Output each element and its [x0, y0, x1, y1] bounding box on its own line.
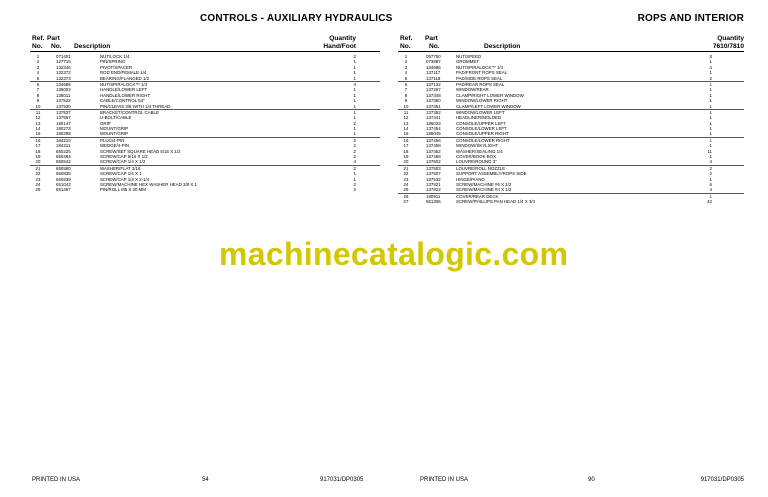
ref-cell: 20 — [403, 159, 409, 165]
description-cell: WINDOW/REAR — [456, 87, 489, 93]
quantity-cell: 1 — [709, 120, 712, 126]
part-number-cell: 137267 — [426, 87, 441, 93]
header-ref-no: No. — [400, 42, 411, 50]
part-number-cell: 180273 — [56, 126, 71, 132]
part-number-cell: 137454 — [426, 126, 441, 132]
quantity-cell: 1 — [353, 98, 356, 104]
quantity-cell: 1 — [709, 87, 712, 93]
part-number-cell: 057750 — [426, 54, 441, 59]
description-cell: CONSOLE/UPPER LEFT — [456, 120, 506, 126]
part-number-cell: 134686 — [56, 81, 71, 87]
description-cell: SCREW/MACHINE HEX WASHER HEAD 3/8 X 1 — [100, 181, 197, 187]
part-number-cell: 186045 — [426, 131, 441, 137]
description-cell: SCREW/CAP 1/4 X 2-1/4 — [100, 176, 150, 182]
parts-table — [398, 54, 744, 205]
header-divider — [30, 51, 380, 52]
ref-cell: 13 — [403, 120, 409, 126]
part-number-cell: 137132 — [426, 81, 441, 87]
ref-cell: 4 — [404, 70, 408, 76]
part-number-cell: 137822 — [426, 187, 441, 193]
ref-cell: 25 — [35, 187, 41, 193]
quantity-cell: 6 — [709, 181, 712, 187]
description-cell: PAD/SIDE ROPS SEAL — [456, 75, 503, 81]
quantity-cell: 2 — [353, 154, 356, 160]
part-number-cell: 137456 — [426, 137, 441, 143]
part-number-cell: 137348 — [426, 92, 441, 98]
description-cell: BRACKET/CONTROL CABLE — [100, 109, 159, 115]
description-cell: SCREW/CAP 5/16 X 1/2 — [100, 154, 148, 160]
header-ref-no: No. — [32, 42, 43, 50]
description-cell: SCREW/MACHINE #6 X 1/2 — [456, 181, 512, 187]
footer-page-number: 54 — [202, 477, 209, 483]
part-number-cell: 137821 — [426, 181, 441, 187]
header-part-no: No. — [51, 42, 62, 50]
quantity-cell: 1 — [353, 87, 356, 93]
quantity-cell: 11 — [707, 148, 712, 154]
part-number-cell: 137532 — [426, 176, 441, 182]
ref-cell: 19 — [35, 154, 41, 160]
quantity-cell: 2 — [353, 54, 356, 59]
part-number-cell: 137557 — [56, 115, 71, 121]
part-number-cell: 650484 — [56, 154, 71, 160]
ref-cell: 13 — [35, 120, 41, 126]
footer-printed: PRINTED IN USA — [32, 477, 81, 483]
part-number-cell: 137441 — [426, 115, 441, 121]
quantity-cell: 1 — [709, 193, 712, 199]
quantity-cell: 1 — [353, 92, 356, 98]
part-number-cell: 137462 — [426, 148, 441, 154]
header-ref: Ref. — [400, 35, 413, 42]
ref-cell: 17 — [403, 143, 409, 149]
table-row — [398, 199, 744, 204]
ref-cell: 1 — [36, 54, 40, 59]
part-number-cell: 651042 — [56, 181, 71, 187]
quantity-cell: 1 — [709, 98, 712, 104]
description-cell: GRIP — [100, 120, 111, 126]
ref-cell: 23 — [403, 176, 409, 182]
ref-cell: 18 — [403, 148, 409, 154]
header-quantity-model: 7610/7810 — [712, 42, 744, 50]
ref-cell: 25 — [403, 187, 409, 193]
quantity-cell: 2 — [353, 143, 356, 149]
quantity-cell: 1 — [709, 92, 712, 98]
part-number-cell: 180147 — [56, 120, 71, 126]
part-number-cell: 180911 — [426, 193, 441, 199]
page-title: ROPS AND INTERIOR — [637, 13, 744, 24]
part-number-cell: 651306 — [426, 199, 441, 205]
quantity-cell: 1 — [353, 131, 356, 137]
ref-cell: 23 — [35, 176, 41, 182]
quantity-cell: 1 — [353, 59, 356, 65]
description-cell: BEARING/FLANGED 1/2 — [100, 75, 150, 81]
description-cell: NUT/SPIRALOCK™ 1/4 — [456, 64, 504, 70]
header-ref: Ref. — [32, 35, 45, 42]
part-number-cell: 650225 — [56, 148, 71, 154]
part-number-cell: 136011 — [56, 92, 71, 98]
description-cell: MOUNT/GRIP — [100, 131, 129, 137]
quantity-cell: 4 — [709, 64, 712, 70]
description-cell: CLAMP/RIGHT LOWER WINDOW — [456, 92, 524, 98]
ref-cell: 11 — [403, 109, 409, 115]
part-number-cell: 650542 — [56, 159, 71, 165]
ref-cell: 10 — [35, 103, 41, 109]
ref-cell: 1 — [404, 54, 408, 59]
quantity-cell: 1 — [353, 115, 356, 121]
ref-cell: 3 — [404, 64, 408, 70]
ref-cell: 21 — [35, 165, 41, 171]
part-number-cell: 137352 — [426, 109, 441, 115]
ref-cell: 22 — [403, 171, 409, 177]
description-cell: PLUG/4-PIN — [100, 137, 125, 143]
header-quantity-model: Hand/Foot — [323, 42, 356, 50]
watermark: machinecatalogic.com — [219, 236, 569, 272]
ref-cell: 14 — [403, 126, 409, 132]
description-cell: WINDOW/SKYLIGHT — [456, 143, 499, 149]
footer-doc-code: 917031/DP0305 — [700, 477, 744, 483]
quantity-cell: 1 — [353, 75, 356, 81]
part-number-cell: 137530 — [56, 103, 71, 109]
part-number-cell: 137458 — [426, 143, 441, 149]
ref-cell: 24 — [35, 181, 41, 187]
part-number-cell: 132373 — [56, 75, 71, 81]
quantity-cell: 2 — [353, 120, 356, 126]
quantity-cell: 1 — [353, 109, 356, 115]
quantity-cell: 8 — [709, 54, 712, 59]
ref-cell: 26 — [403, 193, 409, 199]
description-cell: PAD/REAR ROPS SEAL — [456, 81, 505, 87]
description-cell: HANDLE/LOWER RIGHT — [100, 92, 151, 98]
part-number-cell: 073887 — [426, 59, 441, 65]
quantity-cell: 1 — [709, 59, 712, 65]
quantity-cell: 1 — [353, 103, 356, 109]
quantity-cell: 1 — [709, 131, 712, 137]
ref-cell: 9 — [404, 98, 408, 104]
description-cell: PIN/SPRING — [100, 59, 126, 65]
part-number-cell: 136003 — [56, 87, 71, 93]
footer-page-number: 90 — [588, 477, 595, 483]
description-cell: PAD/FRONT ROPS SEAL — [456, 70, 508, 76]
part-number-cell: 137468 — [426, 154, 441, 160]
part-number-cell: 650839 — [56, 176, 71, 182]
description-cell: CLAMP/LEFT LOWER WINDOW — [456, 103, 521, 109]
description-cell: SCREW/CAP 1/4 X 1 — [100, 171, 142, 177]
ref-cell: 24 — [403, 181, 409, 187]
ref-cell: 18 — [35, 148, 41, 154]
quantity-cell: 4 — [353, 81, 356, 87]
part-number-cell: 650580 — [56, 165, 71, 171]
description-cell: WINDOW/LOWER RIGHT — [456, 98, 508, 104]
description-cell: GROMMET — [456, 59, 479, 65]
ref-cell: 8 — [36, 92, 40, 98]
part-number-cell: 127716 — [56, 59, 71, 65]
description-cell: SCREW/SET SQUARE HEAD 5/16 X 1/2 — [100, 148, 181, 154]
quantity-cell: 1 — [709, 143, 712, 149]
ref-cell: 11 — [35, 109, 41, 115]
description-cell: SCREW/MACHINE #4 X 1/2 — [456, 187, 512, 193]
part-number-cell: 651467 — [56, 187, 71, 193]
part-number-cell: 137507 — [426, 171, 441, 177]
quantity-cell: 2 — [353, 148, 356, 154]
ref-cell: 17 — [35, 143, 41, 149]
ref-cell: 2 — [36, 59, 40, 65]
quantity-cell: 1 — [353, 176, 356, 182]
quantity-cell: 4 — [709, 159, 712, 165]
description-cell: PIN/ROLL M5 X 30 MM — [100, 187, 146, 193]
quantity-cell: 2 — [353, 187, 356, 193]
description-cell: HANDLE/LOWER LEFT — [100, 87, 148, 93]
ref-cell: 15 — [35, 131, 41, 137]
header-divider — [398, 51, 744, 52]
quantity-cell: 2 — [709, 75, 712, 81]
quantity-cell: 1 — [353, 126, 356, 132]
description-cell: CONSOLE/LOWER RIGHT — [456, 137, 510, 143]
part-number-cell: 137503 — [426, 165, 441, 171]
page-title: CONTROLS - AUXILIARY HYDRAULICS — [200, 13, 393, 24]
description-cell: PIN/CLEVIS 3/8 WITH 1/4 THREAD — [100, 103, 171, 109]
ref-cell: 5 — [404, 75, 408, 81]
description-cell: WEDGE/4-PIN — [100, 143, 130, 149]
quantity-cell: 4 — [709, 187, 712, 193]
quantity-cell: 4 — [353, 159, 356, 165]
part-number-cell: 186033 — [426, 120, 441, 126]
quantity-cell: 2 — [353, 137, 356, 143]
part-number-cell: 180298 — [56, 131, 71, 137]
description-cell: HINGE/PIANO — [456, 176, 485, 182]
description-cell: SUPPORT ASSEMBLY/ROPS SIDE — [456, 171, 527, 177]
parts-table — [30, 54, 380, 193]
quantity-cell: 1 — [709, 109, 712, 115]
part-number-cell: 137522 — [56, 98, 71, 104]
ref-cell: 4 — [36, 70, 40, 76]
quantity-cell: 1 — [709, 176, 712, 182]
ref-cell: 20 — [35, 159, 41, 165]
footer-doc-code: 917031/DP0305 — [320, 477, 364, 483]
header-description: Description — [74, 42, 111, 50]
quantity-cell: 2 — [709, 165, 712, 171]
description-cell: LOUVRE/ROUND 3" — [456, 159, 497, 165]
quantity-cell: 1 — [709, 81, 712, 87]
quantity-cell: 1 — [709, 126, 712, 132]
ref-cell: 21 — [403, 165, 409, 171]
footer-printed: PRINTED IN USA — [420, 477, 469, 483]
quantity-cell: 1 — [709, 115, 712, 121]
part-number-cell: 137537 — [56, 109, 71, 115]
ref-cell: 15 — [403, 131, 409, 137]
description-cell: MOUNT/GRIP — [100, 126, 129, 132]
quantity-cell: 1 — [709, 154, 712, 160]
ref-cell: 16 — [35, 137, 41, 143]
description-cell: LOUVRE/ROLL NOZZLE — [456, 165, 506, 171]
quantity-cell: 1 — [353, 171, 356, 177]
header-quantity: Quantity — [717, 35, 744, 42]
description-cell: NUT/LOCK 1/4 — [100, 54, 130, 59]
part-number-cell: 137502 — [426, 159, 441, 165]
part-number-cell: 132346 — [56, 64, 71, 70]
description-cell: SCREW/CAP 1/4 X 1/2 — [100, 159, 146, 165]
quantity-cell: 1 — [709, 103, 712, 109]
ref-cell: 14 — [35, 126, 41, 132]
ref-cell: 16 — [403, 137, 409, 143]
header-part-no: No. — [429, 42, 440, 50]
part-number-cell: 137118 — [426, 75, 441, 81]
quantity-cell: 1 — [709, 70, 712, 76]
description-cell: WASHER/FLAT 3/16 — [100, 165, 141, 171]
description-cell: SCREW/PHILLIPS PAN HEAD 1/4 X 3/4 — [456, 199, 535, 205]
header-part: Part — [425, 35, 438, 42]
ref-cell: 6 — [404, 81, 408, 87]
table-row — [30, 187, 380, 192]
ref-cell: 12 — [35, 115, 41, 121]
description-cell: HEADLINER/MOLDED — [456, 115, 502, 121]
description-cell: COVER/REAR DECK — [456, 193, 499, 199]
part-number-cell: 650835 — [56, 171, 71, 177]
part-number-cell: 134686 — [426, 64, 441, 70]
description-cell: U-BOLT/CABLE — [100, 115, 132, 121]
description-cell: ROD END/FEMALE 1/4 — [100, 70, 147, 76]
description-cell: NUT/SPEED — [456, 54, 482, 59]
part-number-cell: 137351 — [426, 103, 441, 109]
quantity-cell: 1 — [709, 137, 712, 143]
ref-cell: 9 — [36, 98, 40, 104]
description-cell: WASHER/SEALING 1/4 — [456, 148, 503, 154]
header-part: Part — [47, 35, 60, 42]
description-cell: CONSOLE/LOWER LEFT — [456, 126, 507, 132]
ref-cell: 7 — [404, 87, 408, 93]
quantity-cell: 1 — [353, 64, 356, 70]
ref-cell: 10 — [403, 103, 409, 109]
description-cell: WINDOW/LOWER LEFT — [456, 109, 505, 115]
ref-cell: 2 — [404, 59, 408, 65]
part-number-cell: 137117 — [426, 70, 441, 76]
header-description: Description — [484, 42, 521, 50]
description-cell: CABLE/CONTROL 54" — [100, 98, 145, 104]
description-cell: COVER/BOOK BOX — [456, 154, 497, 160]
ref-cell: 5 — [36, 75, 40, 81]
ref-cell: 7 — [36, 87, 40, 93]
part-number-cell: 132372 — [56, 70, 71, 76]
part-number-cell: 137350 — [426, 98, 441, 104]
ref-cell: 8 — [404, 92, 408, 98]
ref-cell: 12 — [403, 115, 409, 121]
quantity-cell: 1 — [353, 70, 356, 76]
ref-cell: 19 — [403, 154, 409, 160]
description-cell: CONSOLE/UPPER RIGHT — [456, 131, 509, 137]
quantity-cell: 2 — [709, 171, 712, 177]
part-number-cell: 184210 — [56, 137, 71, 143]
part-number-cell: 184211 — [56, 143, 71, 149]
ref-cell: 27 — [403, 199, 409, 205]
ref-cell: 22 — [35, 171, 41, 177]
quantity-cell: 2 — [353, 165, 356, 171]
header-quantity: Quantity — [329, 35, 356, 42]
ref-cell: 6 — [36, 81, 40, 87]
description-cell: NUT/SPIRALOCK™ 1/4 — [100, 81, 148, 87]
part-number-cell: 071401 — [56, 54, 71, 59]
ref-cell: 3 — [36, 64, 40, 70]
quantity-cell: 42 — [707, 199, 712, 205]
quantity-cell: 2 — [353, 181, 356, 187]
description-cell: PIVOT/SPACER — [100, 64, 133, 70]
